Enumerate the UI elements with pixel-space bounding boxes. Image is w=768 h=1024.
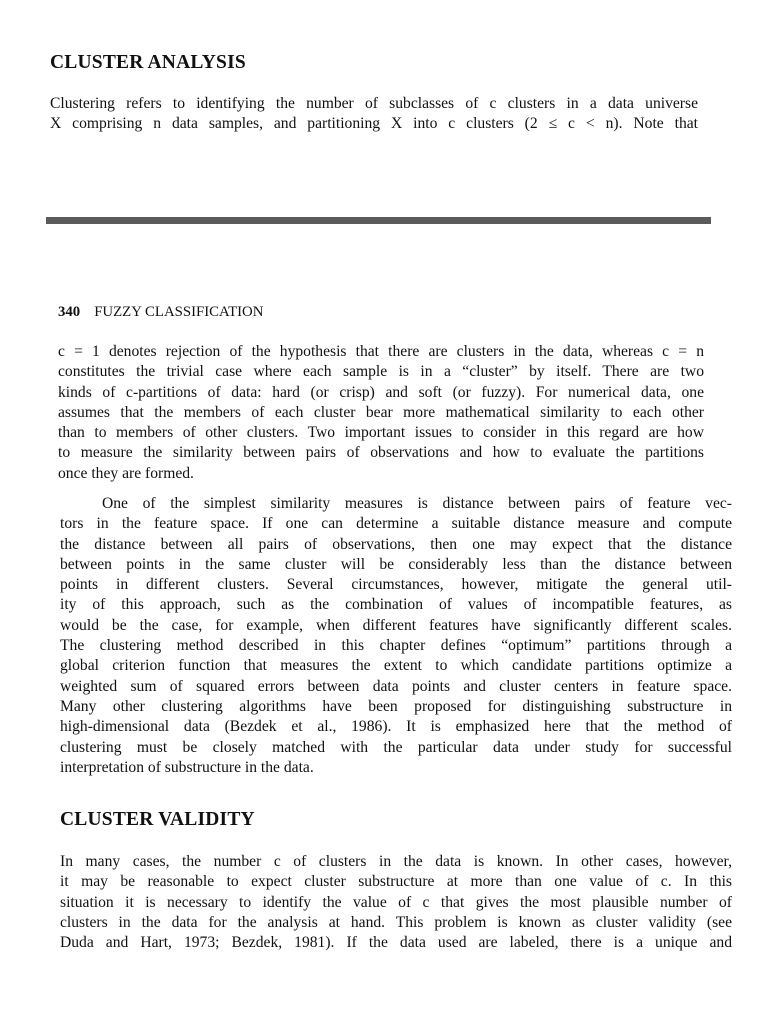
paragraph-3 <box>60 852 732 953</box>
text-line: One of the simplest similarity measures is distance between pairs of feature vec- <box>102 495 732 512</box>
text-line: interpretation of substructure in the data. <box>60 758 314 776</box>
text-line: Clustering refers to identifying the number of subclasses of c clusters in a data universe <box>50 95 698 112</box>
text-line: tors in the feature space. If one can determine a suitable distance measure and compute <box>60 515 732 533</box>
text-line: between points in the same cluster will be considerably less than the distance between <box>60 555 732 573</box>
running-header <box>58 304 263 321</box>
text-line: clusters in the data for the analysis at hand. This problem is known as cluster validity (see <box>60 913 732 931</box>
text-line: global criterion function that measures the extent to which candidate partitions optimize a <box>60 657 732 675</box>
paragraph-1 <box>58 342 704 484</box>
text-line: constitutes the trivial case where each sample is in a “cluster” by itself. There are two <box>58 363 704 381</box>
text-line: to measure the similarity between pairs of observations and how to evaluate the partitions <box>58 444 704 462</box>
text-line: Many other clustering algorithms have been proposed for distinguishing substructure in <box>60 697 732 715</box>
intro-paragraph <box>50 94 698 135</box>
section-heading-cluster-analysis: CLUSTER ANALYSIS <box>50 52 246 73</box>
text-line: clustering must be closely matched with the particular data under study for successful <box>60 738 732 756</box>
text-line: it may be reasonable to expect cluster substructure at more than one value of c. In this <box>60 873 732 891</box>
text-line: The clustering method described in this chapter defines “optimum” partitions through a <box>60 637 732 655</box>
text-line: In many cases, the number c of clusters in the data is known. In other cases, however, <box>60 853 732 870</box>
paragraph-2 <box>60 494 732 778</box>
text-line: than to members of other clusters. Two important issues to consider in this regard are how <box>58 424 704 442</box>
text-line: c = 1 denotes rejection of the hypothesis that there are clusters in the data, whereas c = n <box>58 343 704 360</box>
running-title: FUZZY CLASSIFICATION <box>94 304 264 320</box>
text-line: Duda and Hart, 1973; Bezdek, 1981). If the data used are labeled, there is a unique and <box>60 934 732 952</box>
text-line: would be the case, for example, when different features have significantly different scales. <box>60 616 732 634</box>
text-line: X comprising n data samples, and partitioning X into c clusters (2 ≤ c < n). Note that <box>50 115 698 133</box>
text-line: weighted sum of squared errors between data points and cluster centers in feature space. <box>60 677 732 695</box>
page-break-divider <box>46 217 711 224</box>
text-line: once they are formed. <box>58 464 194 482</box>
text-line: the distance between all pairs of observations, then one may expect that the distance <box>60 535 732 553</box>
text-line: high-dimensional data (Bezdek et al., 1986). It is emphasized here that the method of <box>60 718 732 736</box>
section-heading-cluster-validity: CLUSTER VALIDITY <box>60 809 255 830</box>
text-line: assumes that the members of each cluster bear more mathematical similarity to each other <box>58 403 704 421</box>
text-line: kinds of c-partitions of data: hard (or crisp) and soft (or fuzzy). For numerical data, one <box>58 383 704 401</box>
text-line: situation it is necessary to identify the value of c that gives the most plausible number of <box>60 893 732 911</box>
text-line: points in different clusters. Several circumstances, however, mitigate the general util- <box>60 576 732 594</box>
page-number: 340 <box>58 304 81 320</box>
text-line: ity of this approach, such as the combination of values of incompatible features, as <box>60 596 732 614</box>
